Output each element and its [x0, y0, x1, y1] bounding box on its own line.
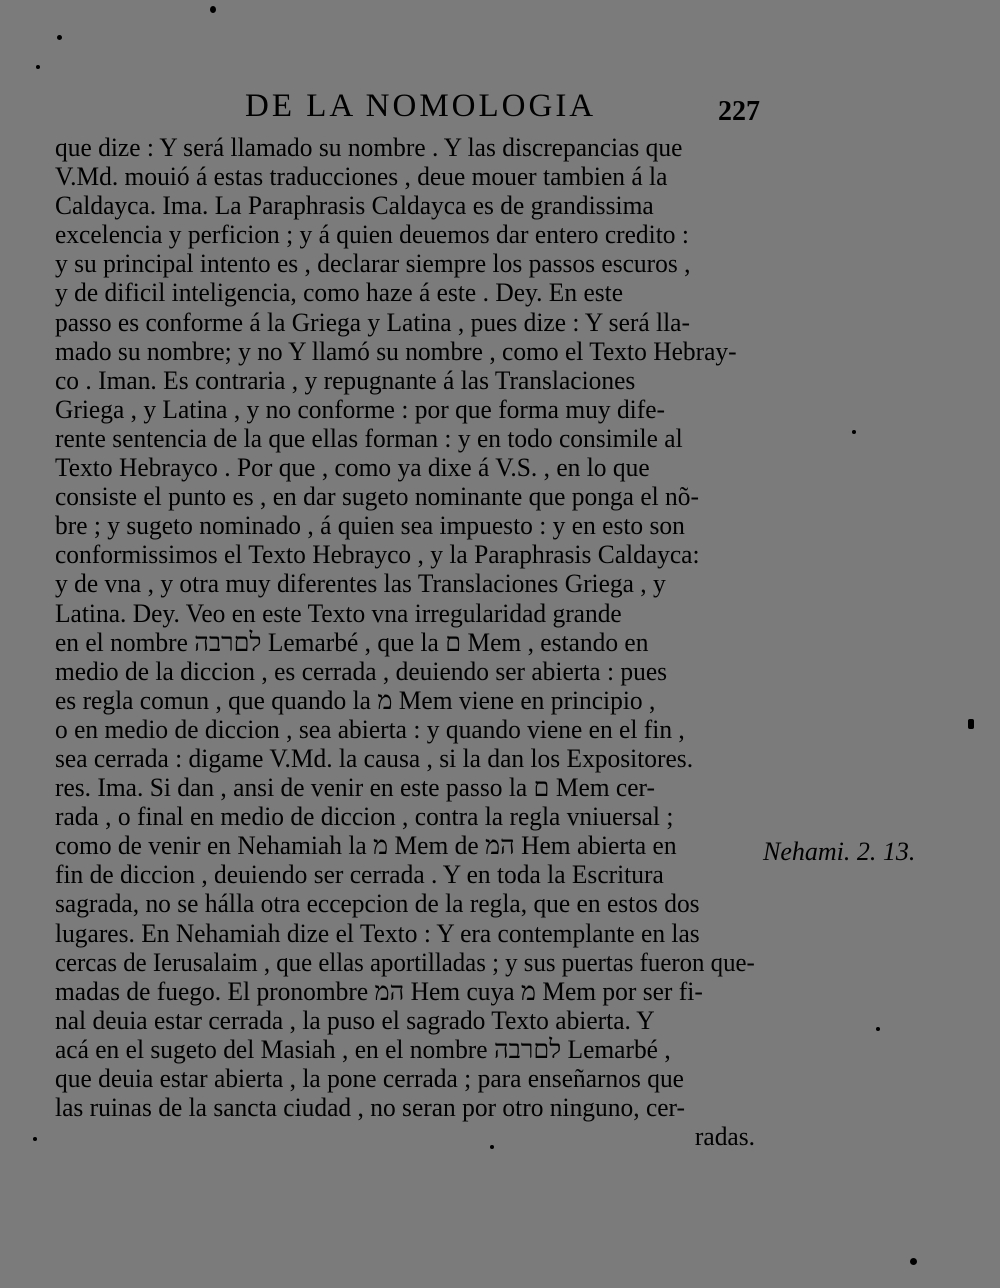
text-line catchword: radas.: [694, 1122, 755, 1152]
text-line: acá en el sugeto del Masiah , en el nombre לםרבה Lemarbé ,: [55, 1034, 671, 1064]
text-line: Texto Hebrayco . Por que , como ya dixe á V.S. , en lo que: [55, 453, 650, 483]
scan-speck: [876, 1027, 880, 1031]
text-line: lugares. En Nehamiah dize el Texto : Y era contemplante en las: [55, 918, 700, 948]
text-line: passo es conforme á la Griega y Latina , pues dize : Y será lla-: [55, 307, 690, 337]
text-line: Latina. Dey. Veo en este Texto vna irregularidad grande: [55, 598, 622, 628]
scan-speck: [33, 1137, 37, 1141]
text-line: excelencia y perficion ; y á quien deuemos dar entero credito :: [55, 220, 689, 250]
text-line: rada , o final en medio de diccion , contra la regla vniuersal ;: [55, 802, 674, 832]
text-line: res. Ima. Si dan , ansi de venir en este passo la ם Mem cer-: [55, 773, 655, 803]
text-line: consiste el punto es , en dar sugeto nominante que ponga el nõ-: [55, 482, 699, 512]
body-text: [55, 133, 770, 1151]
running-title: DE LA NOMOLOGIA: [245, 88, 597, 124]
text-line: mado su nombre; y no Y llamó su nombre , como el Texto Hebray-: [55, 336, 737, 366]
text-line: o en medio de diccion , sea abierta : y quando viene en el fin ,: [55, 714, 685, 744]
text-line: como de venir en Nehamiah la מ Mem de המ Hem abierta en: [55, 831, 677, 861]
scan-speck: [910, 1258, 917, 1265]
text-line: es regla comun , que quando la מ Mem viene en principio ,: [55, 685, 656, 715]
text-line: Caldayca. Ima. La Paraphrasis Caldayca es de grandissima: [55, 191, 654, 221]
text-line: madas de fuego. El pronombre המ Hem cuya מ Mem por ser fi-: [55, 976, 703, 1006]
scan-speck: [852, 430, 856, 434]
scan-speck: [968, 719, 974, 729]
text-line: y de dificil inteligencia, como haze á este . Dey. En este: [55, 278, 624, 308]
margin-note: Nehami. 2. 13.: [763, 837, 916, 866]
scan-speck: [210, 6, 216, 13]
text-line: sagrada, no se hálla otra eccepcion de la regla, que en estos dos: [55, 889, 700, 919]
text-line: y de vna , y otra muy diferentes las Translaciones Griega , y: [55, 569, 666, 599]
text-line: conformissimos el Texto Hebrayco , y la Paraphrasis Caldayca:: [55, 540, 700, 570]
text-line: rente sentencia de la que ellas forman : y en todo consimile al: [55, 423, 683, 453]
text-line: en el nombre לםרבה Lemarbé , que la ם Mem , estando en: [55, 627, 649, 657]
text-line: sea cerrada : digame V.Md. la causa , si la dan los Expositores.: [55, 743, 694, 773]
text-line: que dize : Y será llamado su nombre . Y las discrepancias que: [55, 133, 683, 162]
text-line: las ruinas de la sancta ciudad , no seran por otro ninguno, cer-: [55, 1093, 685, 1123]
text-line: medio de la diccion , es cerrada , deuiendo ser abierta : pues: [55, 656, 668, 686]
scan-speck: [57, 35, 62, 40]
scan-speck: [490, 1145, 494, 1149]
text-line: que deuia estar abierta , la pone cerrada ; para enseñarnos que: [55, 1064, 684, 1093]
text-line: cercas de Ierusalaim , que ellas aportilladas ; y sus puertas fueron que-: [55, 947, 755, 977]
text-line: y su principal intento es , declarar siempre los passos escuros ,: [55, 249, 691, 279]
text-line: nal deuia estar cerrada , la puso el sagrado Texto abierta. Y: [55, 1005, 655, 1035]
text-line: co . Iman. Es contraria , y repugnante á las Translaciones: [55, 365, 636, 395]
text-line: Griega , y Latina , y no conforme : por que forma muy dife-: [55, 394, 666, 424]
text-line: fin de diccion , deuiendo ser cerrada . Y en toda la Escritura: [55, 860, 664, 890]
text-line: V.Md. mouió á estas traducciones , deue mouer tambien á la: [55, 162, 668, 192]
page-number: 227: [718, 96, 760, 127]
text-line: bre ; y sugeto nominado , á quien sea impuesto : y en esto son: [55, 511, 685, 541]
scan-speck: [36, 65, 40, 69]
